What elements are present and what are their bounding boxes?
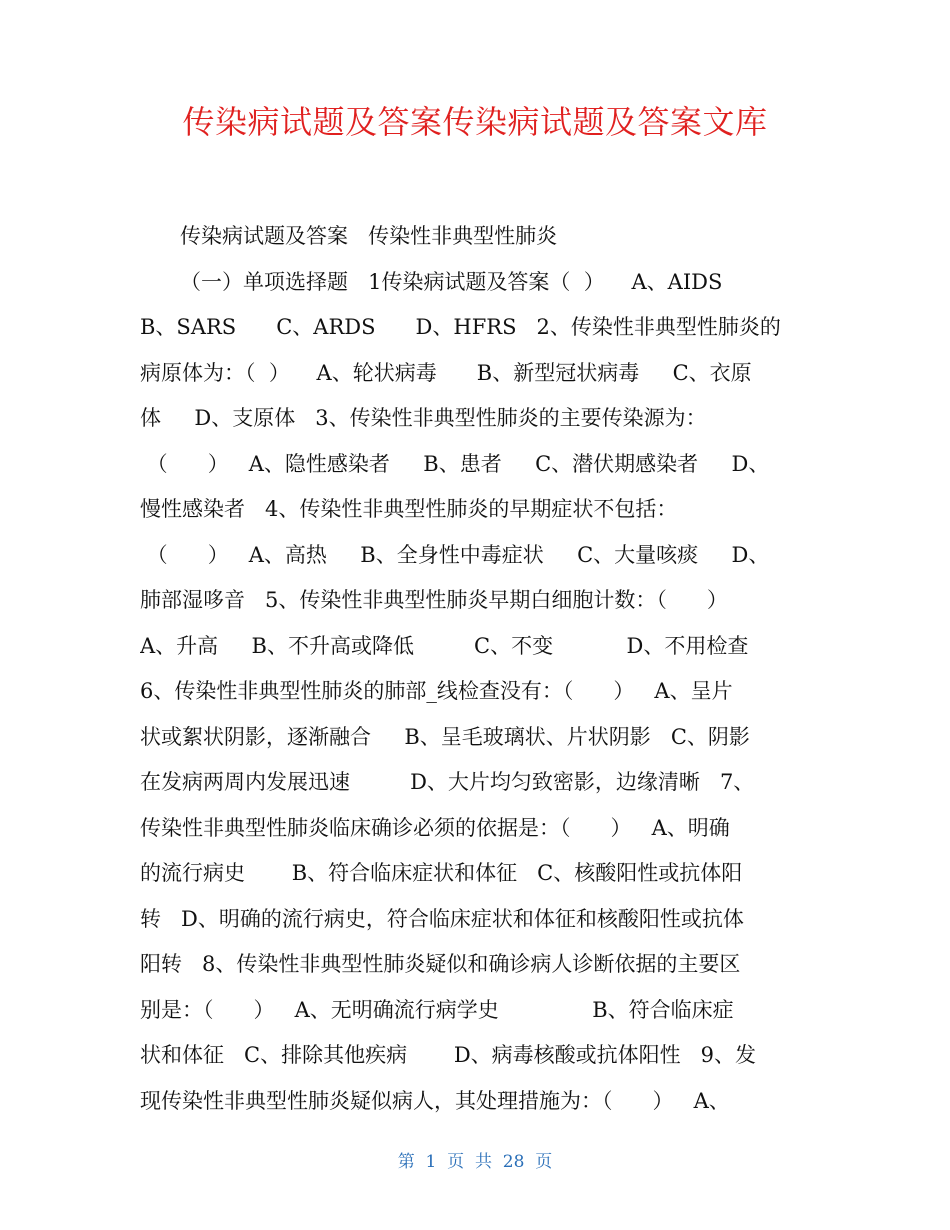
body-line: 状和体征 C、排除其他疾病 D、病毒核酸或抗体阳性 9、发 (140, 1043, 757, 1067)
body-line: 慢性感染者 4、传染性非典型性肺炎的早期症状不包括： (140, 497, 678, 521)
page-footer: 第 1 页 共 28 页 (397, 1152, 553, 1172)
body-line: 在发病两周内发展迅速 D、大片均匀致密影，边缘清晰 7、 (140, 770, 755, 794)
body-line: 别是：（ ） A、无明确流行病学史 B、符合临床症 (140, 997, 734, 1022)
body-line: 体 D、支原体 3、传染性非典型性肺炎的主要传染源为： (140, 406, 707, 430)
body-line: A、升高 B、不升高或降低 C、不变 D、不用检查 (140, 633, 749, 658)
body-line: 状或絮状阴影，逐渐融合 B、呈毛玻璃状、片状阴影 C、阴影 (140, 724, 750, 749)
body-line: 转 D、明确的流行病史，符合临床症状和体征和核酸阳性或抗体 (140, 906, 744, 931)
body-line: B、SARS C、ARDS D、HFRS 2、传染性非典型性肺炎的 (140, 315, 781, 339)
body-line: （ ） A、隐性感染者 B、患者 C、潜伏期感染者 D、 (140, 451, 770, 476)
document-title: 传染病试题及答案传染病试题及答案文库 (182, 103, 768, 141)
body-line: （ ） A、高热 B、全身性中毒症状 C、大量咳痰 D、 (140, 542, 770, 567)
body-line: 6、传染性非典型性肺炎的肺部_线检查没有：（ ） A、呈片 (140, 679, 733, 703)
body-line: 病原体为：（ ） A、轮状病毒 B、新型冠状病毒 C、衣原 (140, 360, 752, 385)
body-line: 的流行病史 B、符合临床症状和体征 C、核酸阳性或抗体阳 (140, 861, 743, 885)
body-line: 肺部湿哆音 5、传染性非典型性肺炎早期白细胞计数：（ ） (140, 588, 728, 612)
document-body (140, 214, 808, 1124)
body-line: 传染病试题及答案 传染性非典型性肺炎 (140, 224, 558, 248)
body-line: 阳转 8、传染性非典型性肺炎疑似和确诊病人诊断依据的主要区 (140, 952, 741, 976)
body-line: 现传染性非典型性肺炎疑似病人，其处理措施为：（ ） A、 (140, 1088, 730, 1113)
body-line: （一）单项选择题 1传染病试题及答案（ ） A、AIDS (140, 269, 723, 294)
body-line: 传染性非典型性肺炎临床确诊必须的依据是：（ ） A、明确 (140, 815, 730, 840)
